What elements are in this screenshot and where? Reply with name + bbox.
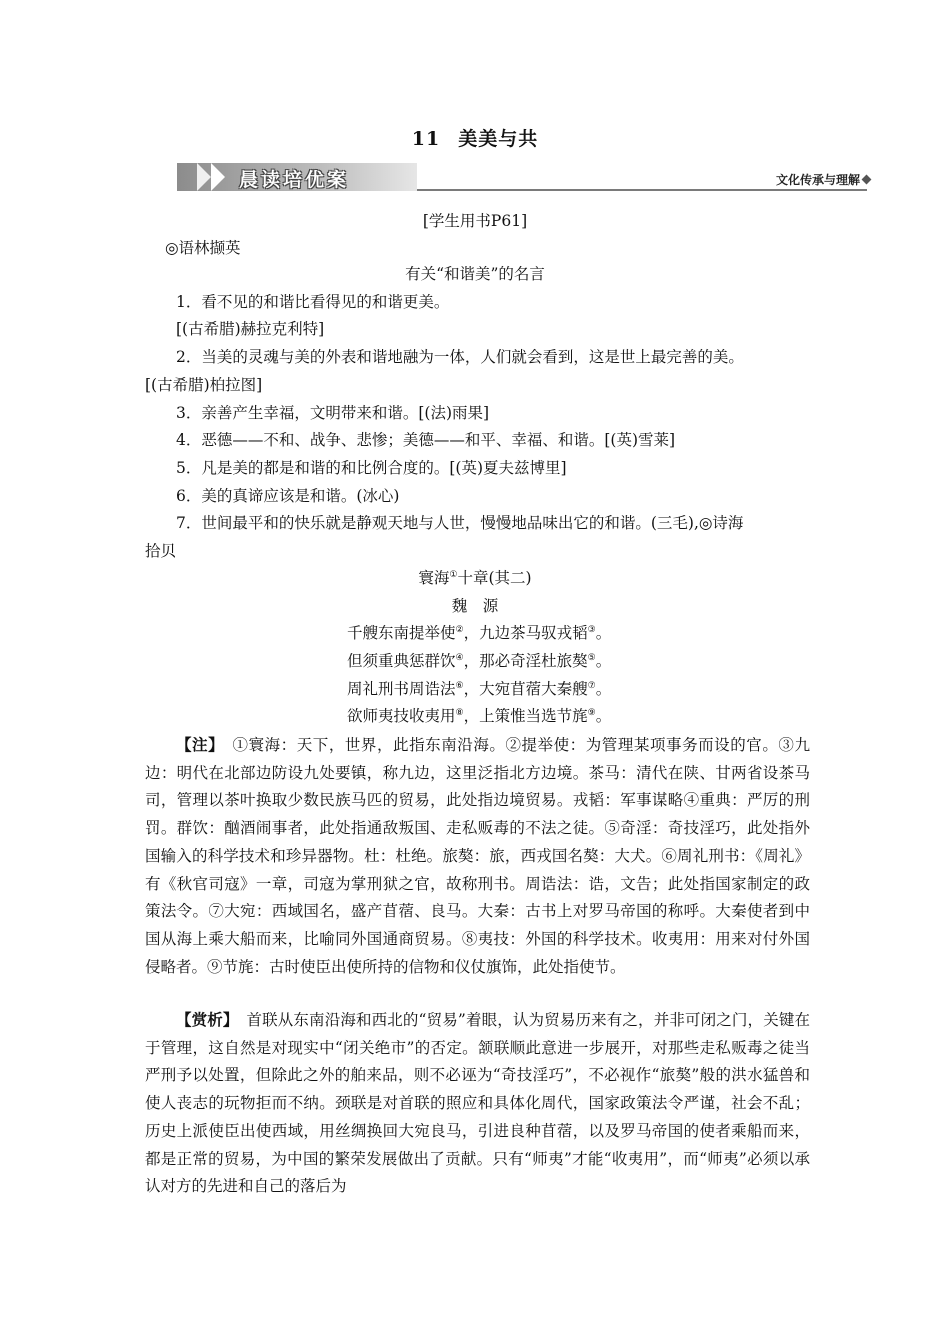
diamond-icon [862,175,872,185]
chevron-icon [211,163,225,191]
lesson-number: 11 [411,128,441,150]
quote-line: 2．当美的灵魂与美的外表和谐地融为一体，人们就会看到，这是世上最完善的美。 [176,348,744,366]
textbook-reference: [学生用书P61] [422,212,528,230]
banner-subtitle: 文化传承与理解 [775,173,860,187]
page-title [0,124,950,151]
poem-line: 周礼刑书周诰法⑥，大宛苜蓿大秦艘⑦。 [347,680,612,698]
section-heading-shihai: 拾贝 [145,542,177,560]
quote-line: [(古希腊)柏拉图] [145,376,263,394]
notes-text: ①寰海：天下，世界，此指东南沿海。②提举使：为管理某项事务而设的官。③九边：明代在北部边防设九处要镇，称九边，这里泛指北方边境。茶马：清代在陕、甘两省设茶马司，管理以茶叶换取少数民族马匹的贸易，此处指边境贸易。戎韬：军事谋略④重典：严厉的刑罚。群饮：酗酒闹事者，此处指通敌叛国、走私贩毒的不法之徒。⑤奇淫：奇技淫巧，此处指外国输入的科学技术和珍异器物。杜：杜绝。旅獒：旅，西戎国名獒：大犬。⑥周礼刑书：《周礼》有《秋官司寇》一章，司寇为掌刑狱之官，故称刑书。周诰法：诰，文告；此处指国家制定的政策法令。⑦大宛：西域国名，盛产苜蓿、良马。大秦：古书上对罗马帝国的称呼。大秦使者到中国从海上乘大船而来，比喻同外国通商贸易。⑧夷技：外国的科学技术。收夷用：用来对付外国侵略者。⑨节旄：古时使臣出使所持的信物和仪仗旗饰，此处指使节。 [145,736,810,976]
analysis-text: 首联从东南沿海和西北的“贸易”着眼，认为贸易历来有之，并非可闭之门，关键在于管理，这自然是对现实中“闭关绝市”的否定。颔联顺此意进一步展开，对那些走私贩毒之徒当严刑予以处置，但除此之外的舶来品，则不必诬为“奇技淫巧”，不必视作“旅獒”般的洪水猛兽和使人丧志的玩物拒而不纳。颈联是对首联的照应和具体化周代，国家政策法令严谨，社会不乱；历史上派使臣出使西域，用丝绸换回大宛良马，引进良种苜蓿，以及罗马帝国的使者乘船而来，都是正常的贸易，为中国的繁荣发展做出了贡献。只有“师夷”才能“收夷用”，而“师夷”必须以承认对方的先进和自己的落后为 [145,1011,810,1196]
quote-line: 5．凡是美的都是和谐的和比例合度的。[(英)夏夫兹博里] [176,459,567,477]
quote-line: 1．看不见的和谐比看得见的和谐更美。 [176,293,450,311]
banner-rule [417,189,867,191]
quotes-title: 有关“和谐美”的名言 [405,265,545,283]
chevron-icon [197,163,211,191]
poem-title: 寰海①十章(其二) [418,569,532,587]
quote-line: 4．恶德——不和、战争、悲惨；美德——和平、幸福、和谐。[(英)雪莱] [176,431,676,449]
poem-author: 魏 源 [451,597,499,615]
section-heading-yulin: ◎语林撷英 [165,239,241,257]
analysis-paragraph [145,1006,810,1201]
notes-paragraph [145,731,810,981]
lesson-title: 美美与共 [458,128,539,150]
poem-line: 欲师夷技收夷用⑧，上策惟当选节旄⑨。 [347,707,612,725]
quote-line: 6．美的真谛应该是和谐。(冰心) [176,487,400,505]
banner-label: 晨读培优案 [239,169,350,191]
quote-line: 7．世间最平和的快乐就是静观天地与人世，慢慢地品味出它的和谐。(三毛),◎诗海 [176,514,744,532]
poem-line: 但须重典惩群饮④，那必奇淫杜旅獒⑤。 [347,652,612,670]
notes-label: 【注】 [176,735,217,754]
section-banner [177,160,870,194]
poem-line: 千艘东南提举使②，九边茶马驭戎韬③。 [347,624,612,642]
quote-line: [(古希腊)赫拉克利特] [176,320,325,338]
quote-line: 3．亲善产生幸福，文明带来和谐。[(法)雨果] [176,404,490,422]
analysis-label: 【赏析】 [176,1010,231,1029]
